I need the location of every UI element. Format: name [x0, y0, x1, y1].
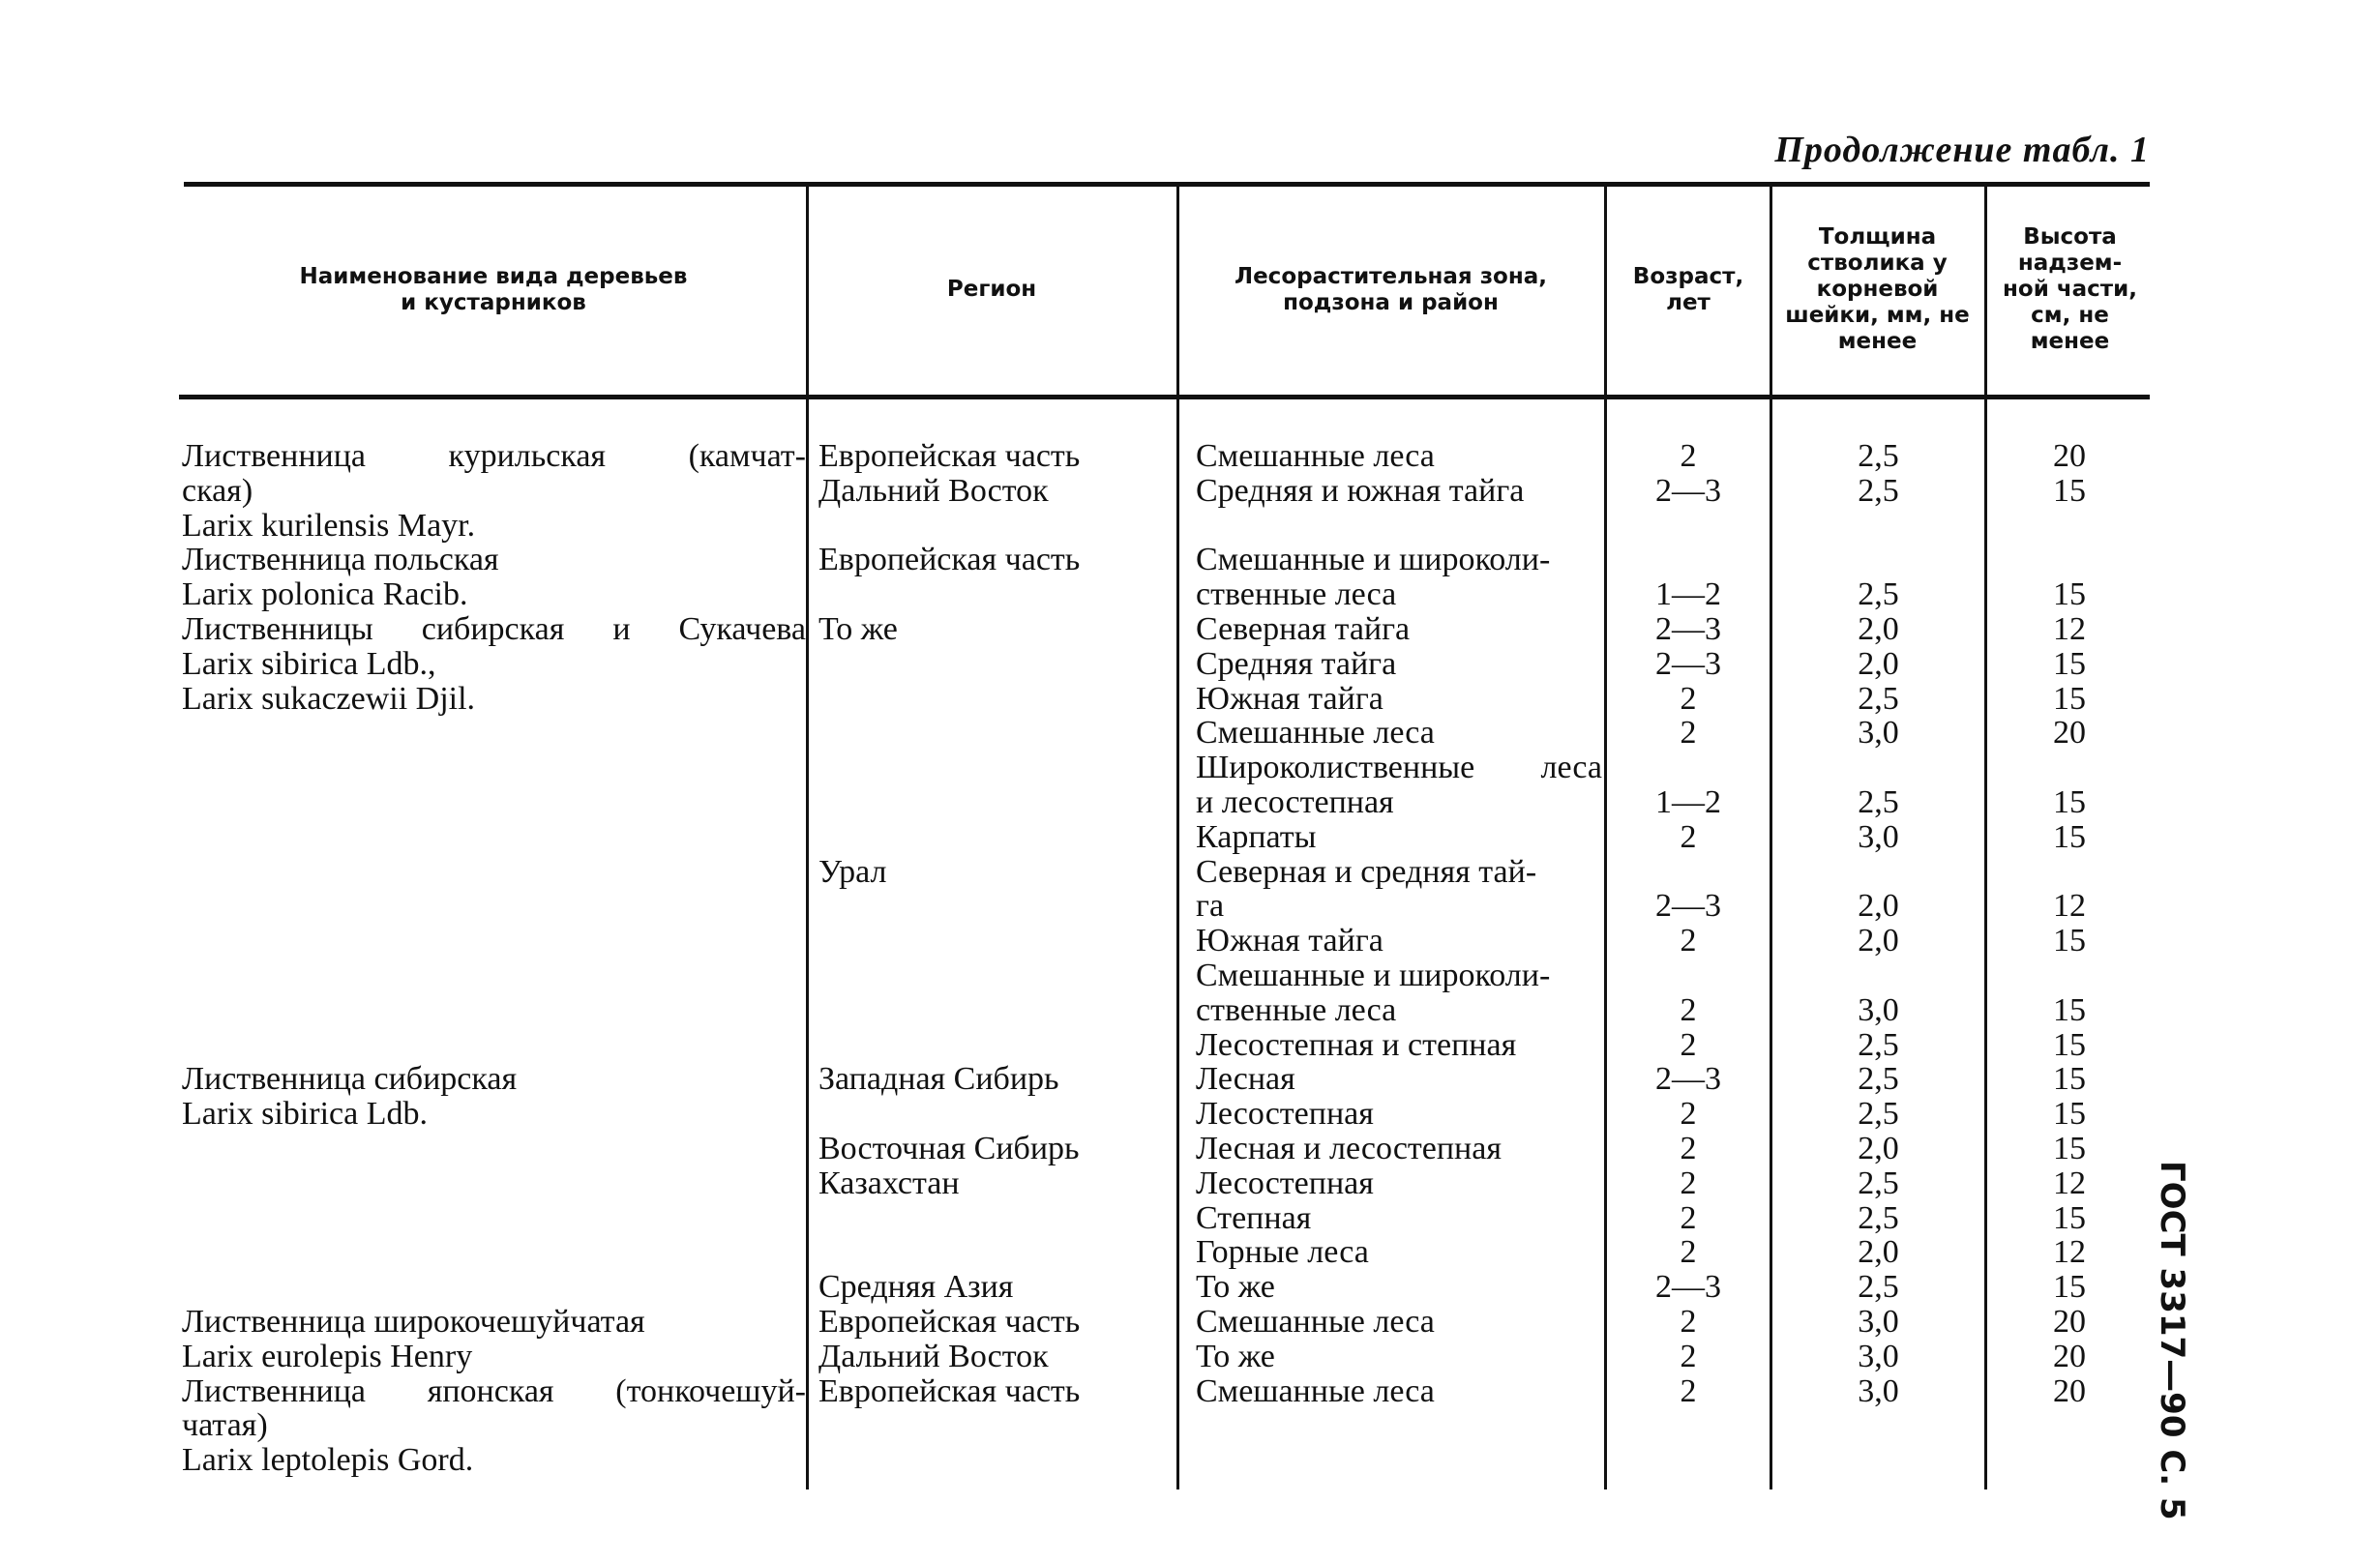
- table-row: [0, 820, 2380, 855]
- stem-thickness-cell: 2,5: [1858, 1096, 1899, 1132]
- region-cell: [818, 785, 1176, 820]
- region-cell: [818, 1201, 1176, 1236]
- species-name-cell: ская): [182, 473, 253, 509]
- forest-zone-cell: Смешанные леса: [1196, 715, 1435, 751]
- table-row: [0, 855, 2380, 890]
- forest-zone-cell: Средняя тайга: [1196, 646, 1397, 682]
- header-age: Возраст, лет: [1632, 263, 1744, 315]
- forest-zone-cell: га: [1196, 888, 1225, 924]
- table-row: [0, 716, 2380, 751]
- species-name-cell: Лиственница курильская (камчат-: [182, 438, 806, 474]
- species-name-cell: Larix eurolepis Henry: [182, 1339, 473, 1374]
- height-cell: 20: [2053, 715, 2086, 751]
- table-row: [0, 1097, 2380, 1132]
- table-row: [0, 1201, 2380, 1236]
- forest-zone-cell: Северная и средняя тай-: [1196, 854, 1537, 890]
- table-row: [0, 1408, 2380, 1443]
- height-cell: 12: [2053, 888, 2086, 924]
- age-cell: 2: [1680, 715, 1697, 751]
- region-cell: [818, 1408, 1176, 1443]
- height-cell: 12: [2053, 1234, 2086, 1270]
- species-name-cell: Лиственницы сибирская и Сукачева: [182, 611, 806, 647]
- height-cell: 15: [2053, 576, 2086, 612]
- species-name-cell: [182, 716, 806, 751]
- age-cell: [1609, 958, 1768, 993]
- region-cell: [818, 958, 1176, 993]
- region-cell: Европейская часть: [818, 542, 1081, 577]
- table-row: [0, 682, 2380, 717]
- height-cell: 15: [2053, 1131, 2086, 1166]
- region-cell: Европейская часть: [818, 1373, 1081, 1409]
- forest-zone-cell: [1196, 509, 1602, 544]
- forest-zone-cell: ственные леса: [1196, 992, 1397, 1028]
- age-cell: 2: [1680, 681, 1697, 717]
- age-cell: 2: [1680, 1131, 1697, 1166]
- header-region: Регион: [946, 277, 1037, 302]
- age-cell: 2: [1680, 1096, 1697, 1132]
- age-cell: [1609, 855, 1768, 890]
- species-name-cell: [182, 785, 806, 820]
- stem-thickness-cell: 2,0: [1858, 611, 1899, 647]
- forest-zone-cell: Лесная: [1196, 1061, 1295, 1097]
- region-cell: Дальний Восток: [818, 1339, 1049, 1374]
- forest-zone-cell: Широколиственные леса: [1196, 750, 1602, 785]
- stem-thickness-cell: 2,5: [1858, 576, 1899, 612]
- age-cell: 2—3: [1655, 888, 1721, 924]
- forest-zone-cell: Средняя и южная тайга: [1196, 473, 1525, 509]
- table-row: [0, 889, 2380, 924]
- table-row: [0, 1235, 2380, 1270]
- age-cell: 2—3: [1655, 646, 1721, 682]
- age-cell: [1609, 1408, 1768, 1443]
- stem-thickness-cell: [1774, 1408, 1982, 1443]
- age-cell: 2: [1680, 1304, 1697, 1340]
- height-cell: [1989, 509, 2150, 544]
- table-row: [0, 577, 2380, 612]
- table-row: [0, 785, 2380, 820]
- forest-zone-cell: ственные леса: [1196, 576, 1397, 612]
- age-cell: [1609, 509, 1768, 544]
- region-cell: [818, 820, 1176, 855]
- forest-zone-cell: То же: [1196, 1269, 1275, 1305]
- stem-thickness-cell: 2,5: [1858, 1165, 1899, 1201]
- region-cell: [818, 1097, 1176, 1132]
- species-name-cell: [182, 1028, 806, 1063]
- forest-zone-cell: Смешанные леса: [1196, 438, 1435, 474]
- height-cell: [1989, 543, 2150, 577]
- species-name-cell: [182, 820, 806, 855]
- species-name-cell: чатая): [182, 1407, 268, 1443]
- region-cell: [818, 993, 1176, 1028]
- table-row: [0, 1374, 2380, 1409]
- table-row: [0, 439, 2380, 474]
- height-cell: 15: [2053, 1200, 2086, 1236]
- header-species-name: Наименование вида деревьев и кустарников: [299, 263, 688, 315]
- species-name-cell: Лиственница сибирская: [182, 1061, 518, 1097]
- age-cell: [1609, 751, 1768, 785]
- stem-thickness-cell: 2,5: [1858, 1269, 1899, 1305]
- forest-zone-cell: Лесная и лесостепная: [1196, 1131, 1502, 1166]
- stem-thickness-cell: 2,5: [1858, 438, 1899, 474]
- table-row: [0, 924, 2380, 958]
- table-row: [0, 647, 2380, 682]
- stem-thickness-cell: 3,0: [1858, 1304, 1899, 1340]
- forest-zone-cell: и лесостепная: [1196, 784, 1394, 820]
- region-cell: [818, 509, 1176, 544]
- table-row: [0, 543, 2380, 577]
- forest-zone-cell: Смешанные леса: [1196, 1373, 1435, 1409]
- species-name-cell: Larix sibirica Ldb.,: [182, 646, 436, 682]
- forest-zone-cell: Лесостепная: [1196, 1165, 1374, 1201]
- forest-zone-cell: Смешанные леса: [1196, 1304, 1435, 1340]
- region-cell: То же: [818, 611, 898, 647]
- forest-zone-cell: Степная: [1196, 1200, 1312, 1236]
- age-cell: 2: [1680, 819, 1697, 855]
- table-row: [0, 751, 2380, 785]
- table-row: [0, 1028, 2380, 1063]
- age-cell: 2—3: [1655, 473, 1721, 509]
- header-height: Высота надзем- ной части, см, не менее: [2003, 224, 2137, 354]
- forest-zone-cell: Смешанные и широколи-: [1196, 542, 1551, 577]
- species-name-cell: Лиственница польская: [182, 542, 499, 577]
- forest-zone-cell: Горные леса: [1196, 1234, 1369, 1270]
- species-name-cell: [182, 1270, 806, 1305]
- region-cell: [818, 751, 1176, 785]
- species-name-cell: [182, 751, 806, 785]
- forest-zone-cell: Южная тайга: [1196, 681, 1383, 717]
- age-cell: 1—2: [1655, 784, 1721, 820]
- region-cell: Западная Сибирь: [818, 1061, 1059, 1097]
- gost-page-label: ГОСТ 3317—90 С. 5: [2153, 1161, 2191, 1520]
- height-cell: 15: [2053, 646, 2086, 682]
- species-name-cell: Larix sukaczewii Djil.: [182, 681, 476, 717]
- stem-thickness-cell: 3,0: [1858, 992, 1899, 1028]
- species-name-cell: Лиственница широкочешуйчатая: [182, 1304, 645, 1340]
- species-name-cell: Larix kurilensis Mayr.: [182, 508, 476, 544]
- age-cell: [1609, 1443, 1768, 1478]
- height-cell: [1989, 1443, 2150, 1478]
- table-row: [0, 1340, 2380, 1374]
- species-name-cell: Larix polonica Racib.: [182, 576, 468, 612]
- stem-thickness-cell: 2,0: [1858, 888, 1899, 924]
- height-cell: 20: [2053, 1304, 2086, 1340]
- region-cell: [818, 682, 1176, 717]
- stem-thickness-cell: 3,0: [1858, 715, 1899, 751]
- region-cell: [818, 1028, 1176, 1063]
- forest-zone-cell: Карпаты: [1196, 819, 1317, 855]
- height-cell: 15: [2053, 681, 2086, 717]
- stem-thickness-cell: 3,0: [1858, 819, 1899, 855]
- stem-thickness-cell: [1774, 958, 1982, 993]
- species-name-cell: [182, 889, 806, 924]
- height-cell: 15: [2053, 784, 2086, 820]
- height-cell: [1989, 855, 2150, 890]
- stem-thickness-cell: 2,0: [1858, 923, 1899, 958]
- stem-thickness-cell: 2,0: [1858, 646, 1899, 682]
- species-name-cell: Larix sibirica Ldb.: [182, 1096, 428, 1132]
- height-cell: 12: [2053, 1165, 2086, 1201]
- stem-thickness-cell: 2,5: [1858, 473, 1899, 509]
- height-cell: 15: [2053, 992, 2086, 1028]
- age-cell: [1609, 543, 1768, 577]
- species-name-cell: [182, 958, 806, 993]
- age-cell: 2: [1680, 1165, 1697, 1201]
- age-cell: 2: [1680, 1339, 1697, 1374]
- age-cell: 1—2: [1655, 576, 1721, 612]
- age-cell: 2—3: [1655, 1269, 1721, 1305]
- continuation-title: Продолжение табл. 1: [1774, 130, 2150, 170]
- stem-thickness-cell: 2,5: [1858, 1061, 1899, 1097]
- height-cell: 15: [2053, 473, 2086, 509]
- height-cell: 15: [2053, 923, 2086, 958]
- age-cell: 2: [1680, 438, 1697, 474]
- stem-thickness-cell: 2,0: [1858, 1131, 1899, 1166]
- table-row: [0, 1166, 2380, 1201]
- height-cell: 15: [2053, 1061, 2086, 1097]
- age-cell: 2: [1680, 923, 1697, 958]
- stem-thickness-cell: 2,5: [1858, 681, 1899, 717]
- height-cell: 15: [2053, 1269, 2086, 1305]
- region-cell: [818, 1443, 1176, 1478]
- height-cell: 15: [2053, 819, 2086, 855]
- region-cell: [818, 889, 1176, 924]
- region-cell: Европейская часть: [818, 438, 1081, 474]
- region-cell: [818, 1235, 1176, 1270]
- region-cell: Дальний Восток: [818, 473, 1049, 509]
- species-name-cell: [182, 924, 806, 958]
- stem-thickness-cell: 2,5: [1858, 1027, 1899, 1063]
- species-name-cell: [182, 993, 806, 1028]
- stem-thickness-cell: [1774, 543, 1982, 577]
- height-cell: [1989, 958, 2150, 993]
- table-row: [0, 612, 2380, 647]
- age-cell: 2—3: [1655, 611, 1721, 647]
- height-cell: 15: [2053, 1027, 2086, 1063]
- height-cell: 12: [2053, 611, 2086, 647]
- region-cell: [818, 716, 1176, 751]
- species-name-cell: [182, 1132, 806, 1166]
- species-name-cell: [182, 1166, 806, 1201]
- table-row: [0, 958, 2380, 993]
- age-cell: 2: [1680, 1234, 1697, 1270]
- stem-thickness-cell: 2,5: [1858, 1200, 1899, 1236]
- height-cell: 20: [2053, 1373, 2086, 1409]
- header-stem-thickness: Толщина стволика у корневой шейки, мм, не менее: [1785, 224, 1970, 354]
- table-row: [0, 1270, 2380, 1305]
- table-row: [0, 1062, 2380, 1097]
- region-cell: [818, 647, 1176, 682]
- height-cell: 15: [2053, 1096, 2086, 1132]
- table-row: [0, 1443, 2380, 1478]
- forest-zone-cell: Северная тайга: [1196, 611, 1411, 647]
- stem-thickness-cell: 3,0: [1858, 1373, 1899, 1409]
- height-cell: 20: [2053, 438, 2086, 474]
- forest-zone-cell: [1196, 1443, 1602, 1478]
- stem-thickness-cell: [1774, 855, 1982, 890]
- species-name-cell: [182, 1201, 806, 1236]
- table-row: [0, 474, 2380, 509]
- height-cell: 20: [2053, 1339, 2086, 1374]
- age-cell: 2: [1680, 1027, 1697, 1063]
- forest-zone-cell: Лесостепная: [1196, 1096, 1374, 1132]
- forest-zone-cell: [1196, 1408, 1602, 1443]
- region-cell: [818, 924, 1176, 958]
- age-cell: 2—3: [1655, 1061, 1721, 1097]
- age-cell: 2: [1680, 992, 1697, 1028]
- forest-zone-cell: Южная тайга: [1196, 923, 1383, 958]
- forest-zone-cell: Смешанные и широколи-: [1196, 958, 1551, 993]
- species-name-cell: Лиственница японская (тонкочешуй-: [182, 1373, 806, 1409]
- table-row: [0, 1132, 2380, 1166]
- stem-thickness-cell: 2,0: [1858, 1234, 1899, 1270]
- forest-zone-cell: Лесостепная и степная: [1196, 1027, 1517, 1063]
- species-name-cell: Larix leptolepis Gord.: [182, 1442, 474, 1478]
- region-cell: Урал: [818, 854, 887, 890]
- stem-thickness-cell: [1774, 751, 1982, 785]
- table-row: [0, 509, 2380, 544]
- region-cell: Казахстан: [818, 1165, 960, 1201]
- region-cell: [818, 577, 1176, 612]
- species-name-cell: [182, 855, 806, 890]
- age-cell: 2: [1680, 1373, 1697, 1409]
- header-rule: [179, 395, 2150, 399]
- age-cell: 2: [1680, 1200, 1697, 1236]
- table-row: [0, 1305, 2380, 1340]
- region-cell: Европейская часть: [818, 1304, 1081, 1340]
- region-cell: Средняя Азия: [818, 1269, 1014, 1305]
- stem-thickness-cell: [1774, 509, 1982, 544]
- forest-zone-cell: То же: [1196, 1339, 1275, 1374]
- stem-thickness-cell: 2,5: [1858, 784, 1899, 820]
- height-cell: [1989, 751, 2150, 785]
- stem-thickness-cell: [1774, 1443, 1982, 1478]
- stem-thickness-cell: 3,0: [1858, 1339, 1899, 1374]
- species-name-cell: [182, 1235, 806, 1270]
- table-row: [0, 993, 2380, 1028]
- region-cell: Восточная Сибирь: [818, 1131, 1080, 1166]
- header-forest-zone: Лесорастительная зона, подзона и район: [1234, 263, 1548, 315]
- height-cell: [1989, 1408, 2150, 1443]
